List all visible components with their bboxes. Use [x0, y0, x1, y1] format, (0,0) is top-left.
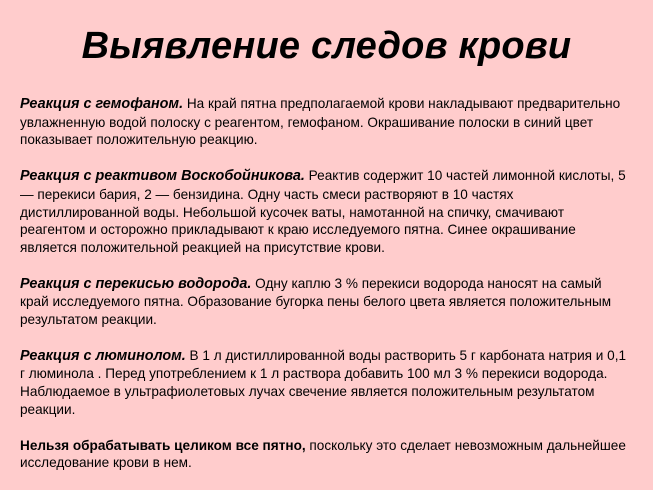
paragraph-luminol [20, 347, 632, 419]
slide-body [20, 95, 632, 472]
paragraph-text: Одну каплю 3 % перекиси водорода наносят на самый край исследуемого пятна. Образование бугорка пены белого цвета является положительным результатом реакции. [20, 275, 612, 328]
paragraph-text: Реактив содержит 10 частей лимонной кислоты, 5 — перекиси бария, 2 — бензидина. Одну часть смеси растворяют в 10 частях дистиллированной воды. Небольшой кусочек ваты, намотанной на спичку, смачивают реагентом и осторожно прикладывают к краю исследуемого пятна. Синее окрашивание является положительной реакцией на присутствие крови. [20, 168, 626, 255]
paragraph-text: поскольку это сделает невозможным дальнейшее исследование крови в нем. [20, 437, 626, 471]
paragraph-heading: Реакция с люминолом. [20, 347, 186, 364]
paragraph-heading: Нельзя обрабатывать целиком все пятно, [20, 437, 306, 453]
slide-title: Выявление следов крови [81, 25, 572, 67]
paragraph-hemophan [20, 95, 632, 149]
paragraph-hydrogen-peroxide [20, 275, 632, 329]
paragraph-heading: Реакция с перекисью водорода. [20, 275, 252, 292]
paragraph-text: На край пятна предполагаемой крови накладывают предварительно увлажненную водой полоску с реагентом, гемофаном. Окрашивание полоски в синий цвет показывает положительную реакцию. [20, 96, 621, 148]
paragraph-heading: Реакция с гемофаном. [20, 96, 184, 112]
paragraph-voskoboinikov [20, 167, 632, 257]
paragraph-text: В 1 л дистиллированной воды растворить 5 г карбоната натрия и 0,1 г люминола . Перед употреблением к 1 л раствора добавить 100 мл 3 % перекиси водорода. Наблюдаемое в ультрафиолетовых лучах свечение является положительным результатом реакции. [20, 347, 627, 417]
paragraph-warning [20, 437, 632, 472]
paragraph-heading: Реакция с реактивом Воскобойникова. [20, 168, 305, 185]
